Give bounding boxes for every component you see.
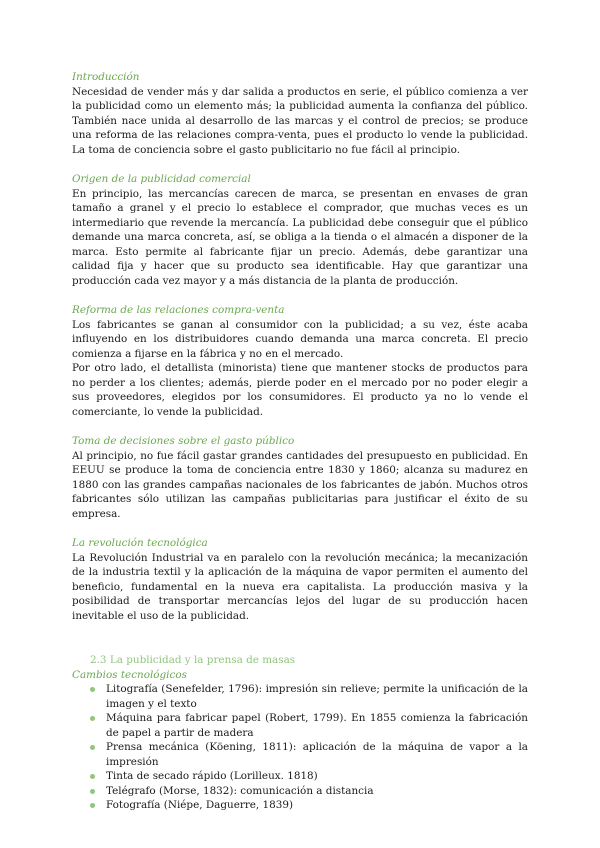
bullet-dot-icon [90, 789, 95, 794]
bullet-list [72, 682, 528, 813]
section-origen [72, 172, 528, 288]
section-paragraph: Por otro lado, el detallista (minorista) tiene que mantener stocks de productos para no perder a los clientes; además, pierde poder en el mercado por no poder elegir a sus proveedores, elegidos por los consumidores. El producto ya no lo vende el comerciante, lo vende la publicidad. [72, 362, 528, 418]
section-introduccion [72, 70, 528, 157]
section-heading: Toma de decisiones sobre el gasto público [72, 435, 295, 447]
bullet-dot-icon [90, 716, 95, 721]
list-item-text: Telégrafo (Morse, 1832): comunicación a distancia [106, 784, 374, 797]
list-item-text: Tinta de secado rápido (Lorilleux. 1818) [106, 770, 318, 782]
list-item-text: Litografía (Senefelder, 1796): impresión sin relieve; permite la unificación de la imagen y el texto [106, 683, 528, 710]
bullet-dot-icon [90, 774, 95, 779]
bullet-dot-icon [90, 745, 95, 750]
list-item [88, 769, 528, 784]
section-heading: Introducción [72, 71, 140, 83]
section-paragraph: Necesidad de vender más y dar salida a productos en serie, el público comienza a ver la publicidad como un elemento más; la publicidad aumenta la confianza del público. También nace unida al desarrollo de las marcas y el control de precios; se produce una reforma de las relaciones compra-venta, pues el producto lo vende la publicidad. La toma de conciencia sobre el gasto publicitario no fue fácil al principio. [72, 85, 528, 156]
list-item-text: Máquina para fabricar papel (Robert, 1799). En 1855 comienza la fabricación de papel a partir de madera [106, 712, 528, 739]
subsection-title: 2.3 La publicidad y la prensa de masas [90, 654, 296, 666]
list-item-text: Fotografía (Niépe, Daguerre, 1839) [106, 799, 294, 811]
document-page [72, 70, 528, 813]
section-heading: La revolución tecnológica [72, 537, 208, 549]
list-item [88, 784, 528, 799]
list-item [88, 711, 528, 740]
bullet-dot-icon [90, 687, 95, 692]
list-item-text: Prensa mecánica (Köening, 1811): aplicación de la máquina de vapor a la impresión [106, 741, 528, 768]
list-item [88, 798, 528, 813]
section-heading: Origen de la publicidad comercial [72, 173, 251, 185]
section-paragraph: En principio, las mercancías carecen de marca, se presentan en envases de gran tamaño a granel y el precio lo establece el comprador, que muchas veces es un intermediario que revende la mercancía. La publicidad debe conseguir que el público demande una marca concreta, así, se obliga a la tienda o el almacén a disponer de la marca. Esto permite al fabricante fijar un precio. Además, debe garantizar una calidad fija y hacer que su producto sea identificable. Hay que garantizar una producción cada vez mayor y a más distancia de la planta de producción. [72, 187, 528, 287]
section-toma-decisiones [72, 434, 528, 521]
subsection-heading: Cambios tecnológicos [72, 668, 187, 681]
section-paragraph: Al principio, no fue fácil gastar grandes cantidades del presupuesto en publicidad. En EEUU se produce la toma de conciencia entre 1830 y 1860; alcanza su madurez en 1880 con las grandes campañas nacionales de los fabricantes de jabón. Muchos otros fabricantes sólo utilizan las campañas publicitarias para justificar el éxito de su empresa. [72, 449, 528, 520]
bullet-dot-icon [90, 803, 95, 808]
list-item [88, 682, 528, 711]
section-paragraph: Los fabricantes se ganan al consumidor con la publicidad; a su vez, éste acaba influyendo en los distribuidores cuando demanda una marca concreta. El precio comienza a fijarse en la fábrica y no en el mercado. [72, 318, 528, 360]
list-item [88, 740, 528, 769]
section-heading: Reforma de las relaciones compra-venta [72, 304, 285, 316]
section-reforma [72, 303, 528, 419]
section-paragraph: La Revolución Industrial va en paralelo con la revolución mecánica; la mecanización de la industria textil y la aplicación de la máquina de vapor permiten el aumento del beneficio, fundamental en la nueva era capitalista. La producción masiva y la posibilidad de transportar mercancías lejos del lugar de su producción hacen inevitable el uso de la publicidad. [72, 551, 528, 622]
section-revolucion [72, 536, 528, 623]
